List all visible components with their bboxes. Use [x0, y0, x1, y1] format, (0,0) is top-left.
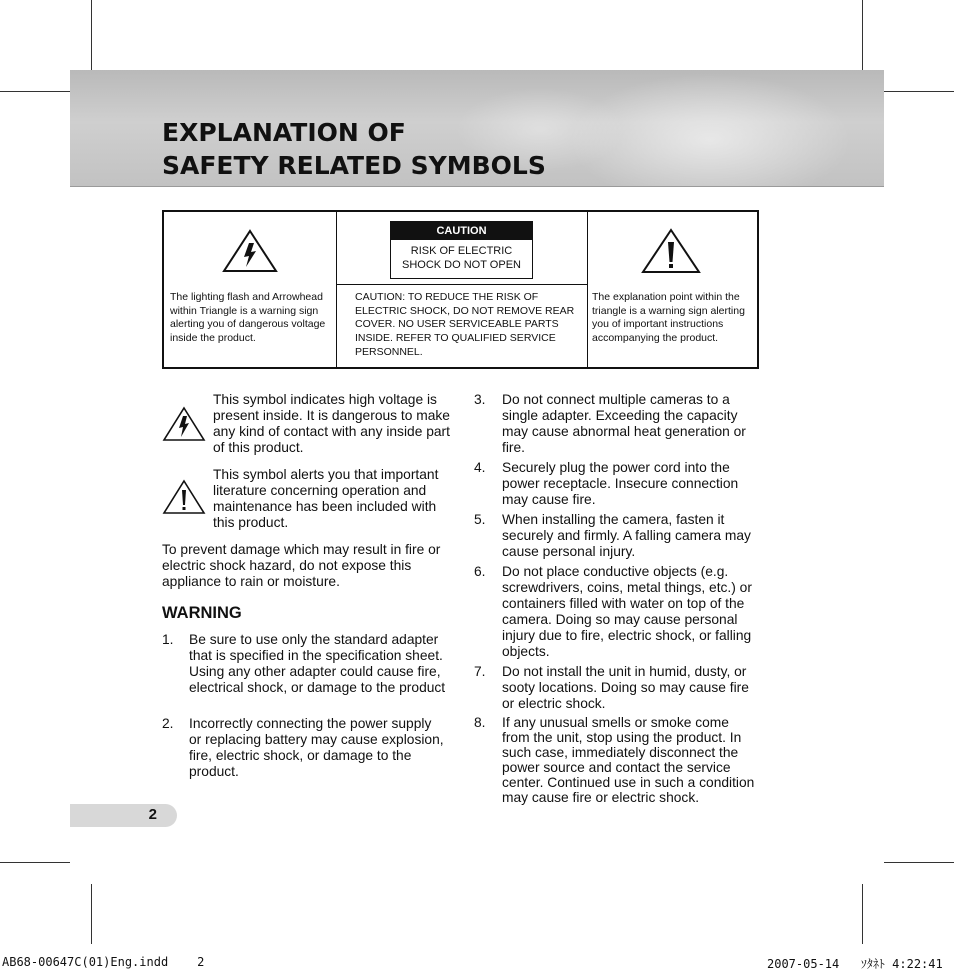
list-item-text: Do not install the unit in humid, dusty, or sooty locations. Doing so may cause fire or electric shock.: [502, 664, 749, 711]
page-title-line-2: SAFETY RELATED SYMBOLS: [162, 151, 546, 180]
intro-paragraph: To prevent damage which may result in fire or electric shock hazard, do not expose this appliance to rain or moisture.: [162, 542, 441, 589]
caution-subtext-line-1: RISK OF ELECTRIC: [410, 245, 513, 257]
footer-datetime: 2007-05-14 ｿﾀﾈﾄ 4:22:41: [767, 957, 943, 971]
caution-label-box: [390, 221, 533, 279]
list-item-number: 6.: [474, 564, 486, 579]
page-number: 2: [148, 806, 157, 823]
footer-file-info: AB68-00647C(01)Eng.indd 2: [2, 955, 205, 969]
crop-mark: [0, 91, 70, 92]
exclamation-triangle-icon: [162, 479, 206, 515]
list-item-text: Be sure to use only the standard adapter that is specified in the specification sheet. Using any other adapter could cause fire, electrical shock, or damage to the product: [189, 632, 446, 695]
crop-mark: [862, 884, 863, 944]
list-item-text: If any unusual smells or smoke come from the unit, stop using the product. In such case, immediately disconnect the power source and contact the service center. Continued use in such a condition may cause fire or electric shock.: [502, 715, 755, 805]
caution-description: CAUTION: TO REDUCE THE RISK OF ELECTRIC SHOCK, DO NOT REMOVE REAR COVER. NO USER SERVICEABLE PARTS INSIDE. REFER TO QUALIFIED SERVICE PERSONNEL.: [355, 291, 575, 358]
caution-label: CAUTION: [391, 222, 532, 240]
crop-mark: [0, 862, 70, 863]
list-item-number: 3.: [474, 392, 486, 407]
caution-subtext: [391, 244, 532, 272]
exclamation-triangle-icon: [641, 228, 701, 274]
list-item-text: Do not connect multiple cameras to a single adapter. Exceeding the capacity may cause abnormal heat generation or fire.: [502, 392, 746, 455]
page-title: [162, 116, 546, 182]
list-item-text: Do not place conductive objects (e.g. screwdrivers, coins, metal things, etc.) or containers filled with water on top of the camera. Doing so may cause personal injury due to fire, electric shock, or falling objects.: [502, 564, 752, 659]
lightning-symbol-description: The lighting flash and Arrowhead within Triangle is a warning sign alerting you of dangerous voltage inside the product.: [170, 291, 326, 345]
list-item-text: Securely plug the power cord into the power receptacle. Insecure connection may cause fire.: [502, 460, 739, 507]
crop-mark: [884, 91, 954, 92]
list-item-number: 1.: [162, 632, 174, 647]
symbol-explanation-text: This symbol indicates high voltage is present inside. It is dangerous to make any kind of contact with any inside part of this product.: [213, 392, 450, 455]
crop-mark: [91, 0, 92, 70]
page-title-line-1: EXPLANATION OF: [162, 118, 406, 147]
safety-symbol-table: [162, 210, 759, 369]
list-item-text: Incorrectly connecting the power supply or replacing battery may cause explosion, fire, electric shock, or damage to the product.: [189, 716, 444, 779]
crop-mark: [884, 862, 954, 863]
page-number-tab: [70, 804, 177, 827]
divider: [337, 284, 587, 285]
warning-heading: WARNING: [162, 604, 242, 622]
list-item-number: 8.: [474, 715, 486, 730]
caution-subtext-line-2: SHOCK DO NOT OPEN: [402, 259, 521, 271]
list-item-number: 7.: [474, 664, 486, 679]
caution-cell: [337, 212, 588, 367]
crop-mark: [862, 0, 863, 70]
exclamation-symbol-description: The explanation point within the triangle is a warning sign alerting you of important instructions accompanying the product.: [592, 291, 745, 345]
list-item-number: 5.: [474, 512, 486, 527]
list-item-number: 4.: [474, 460, 486, 475]
header-banner: [70, 70, 884, 187]
exclamation-symbol-cell: [588, 212, 757, 367]
lightning-triangle-icon: [162, 406, 206, 442]
lightning-triangle-icon: [222, 229, 278, 273]
lightning-symbol-cell: [164, 212, 337, 367]
list-item-number: 2.: [162, 716, 174, 731]
symbol-explanation-text: This symbol alerts you that important literature concerning operation and maintenance has been included with this product.: [213, 467, 439, 530]
list-item-text: When installing the camera, fasten it securely and firmly. A falling camera may cause personal injury.: [502, 512, 751, 559]
crop-mark: [91, 884, 92, 944]
